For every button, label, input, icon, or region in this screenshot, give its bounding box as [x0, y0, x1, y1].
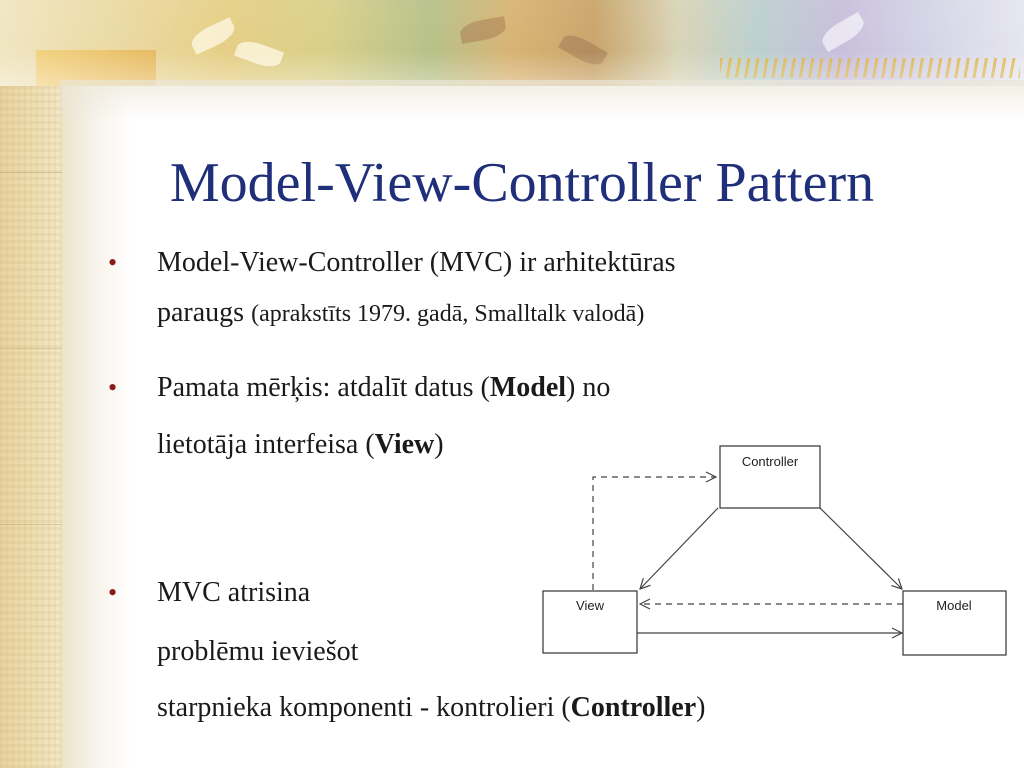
- bullet-text: ): [434, 429, 444, 460]
- bold-term-controller: Controller: [570, 692, 697, 723]
- bullet-marker: •: [108, 248, 118, 277]
- left-texture-band: [0, 0, 62, 768]
- bullet-2-line-2: [157, 427, 444, 463]
- edge-controller-to-model: [820, 508, 902, 589]
- bullet-text: lietotāja interfeisa (: [157, 429, 375, 460]
- bullet-3-line-2: [157, 634, 358, 670]
- bullet-text: MVC atrisina: [157, 577, 311, 608]
- bold-term-view: View: [374, 429, 435, 460]
- bullet-text: ) no: [566, 372, 611, 403]
- left-band-tile-seam: [0, 348, 62, 349]
- bullet-text: problēmu ieviešot: [157, 636, 359, 667]
- bullet-1-line-1: [157, 245, 676, 281]
- slide-title: Model-View-Controller Pattern: [169, 152, 875, 214]
- model-label: Model: [936, 598, 972, 613]
- bullet-text: Model-View-Controller (MVC) ir arhitektūras: [157, 247, 676, 278]
- edge-view-to-controller: [593, 477, 716, 590]
- bullet-text: paraugs: [157, 297, 252, 328]
- bullet-parenthetical-note: (aprakstīts 1979. gadā, Smalltalk valodā): [251, 301, 645, 327]
- left-band-tile-seam: [0, 524, 62, 525]
- controller-label: Controller: [741, 454, 799, 469]
- bullet-text: ): [696, 692, 706, 723]
- mvc-diagram: [538, 442, 1010, 660]
- bullet-text: Pamata mērķis: atdalīt datus (: [157, 372, 490, 403]
- view-label: View: [576, 598, 604, 613]
- bullet-marker: •: [108, 578, 118, 607]
- banner-shade: [0, 0, 1024, 86]
- bullet-text: starpnieka komponenti - kontrolieri (: [157, 692, 571, 723]
- bullet-2-line-1: [157, 370, 610, 406]
- banner-bottom-fade: [60, 80, 1024, 120]
- bullet-1-line-2: [157, 295, 644, 332]
- bullet-marker: •: [108, 373, 118, 402]
- bold-term-model: Model: [489, 372, 567, 403]
- bullet-3-line-1: [157, 575, 310, 611]
- bullet-3-line-3: [157, 690, 705, 726]
- edge-controller-to-view: [640, 508, 718, 589]
